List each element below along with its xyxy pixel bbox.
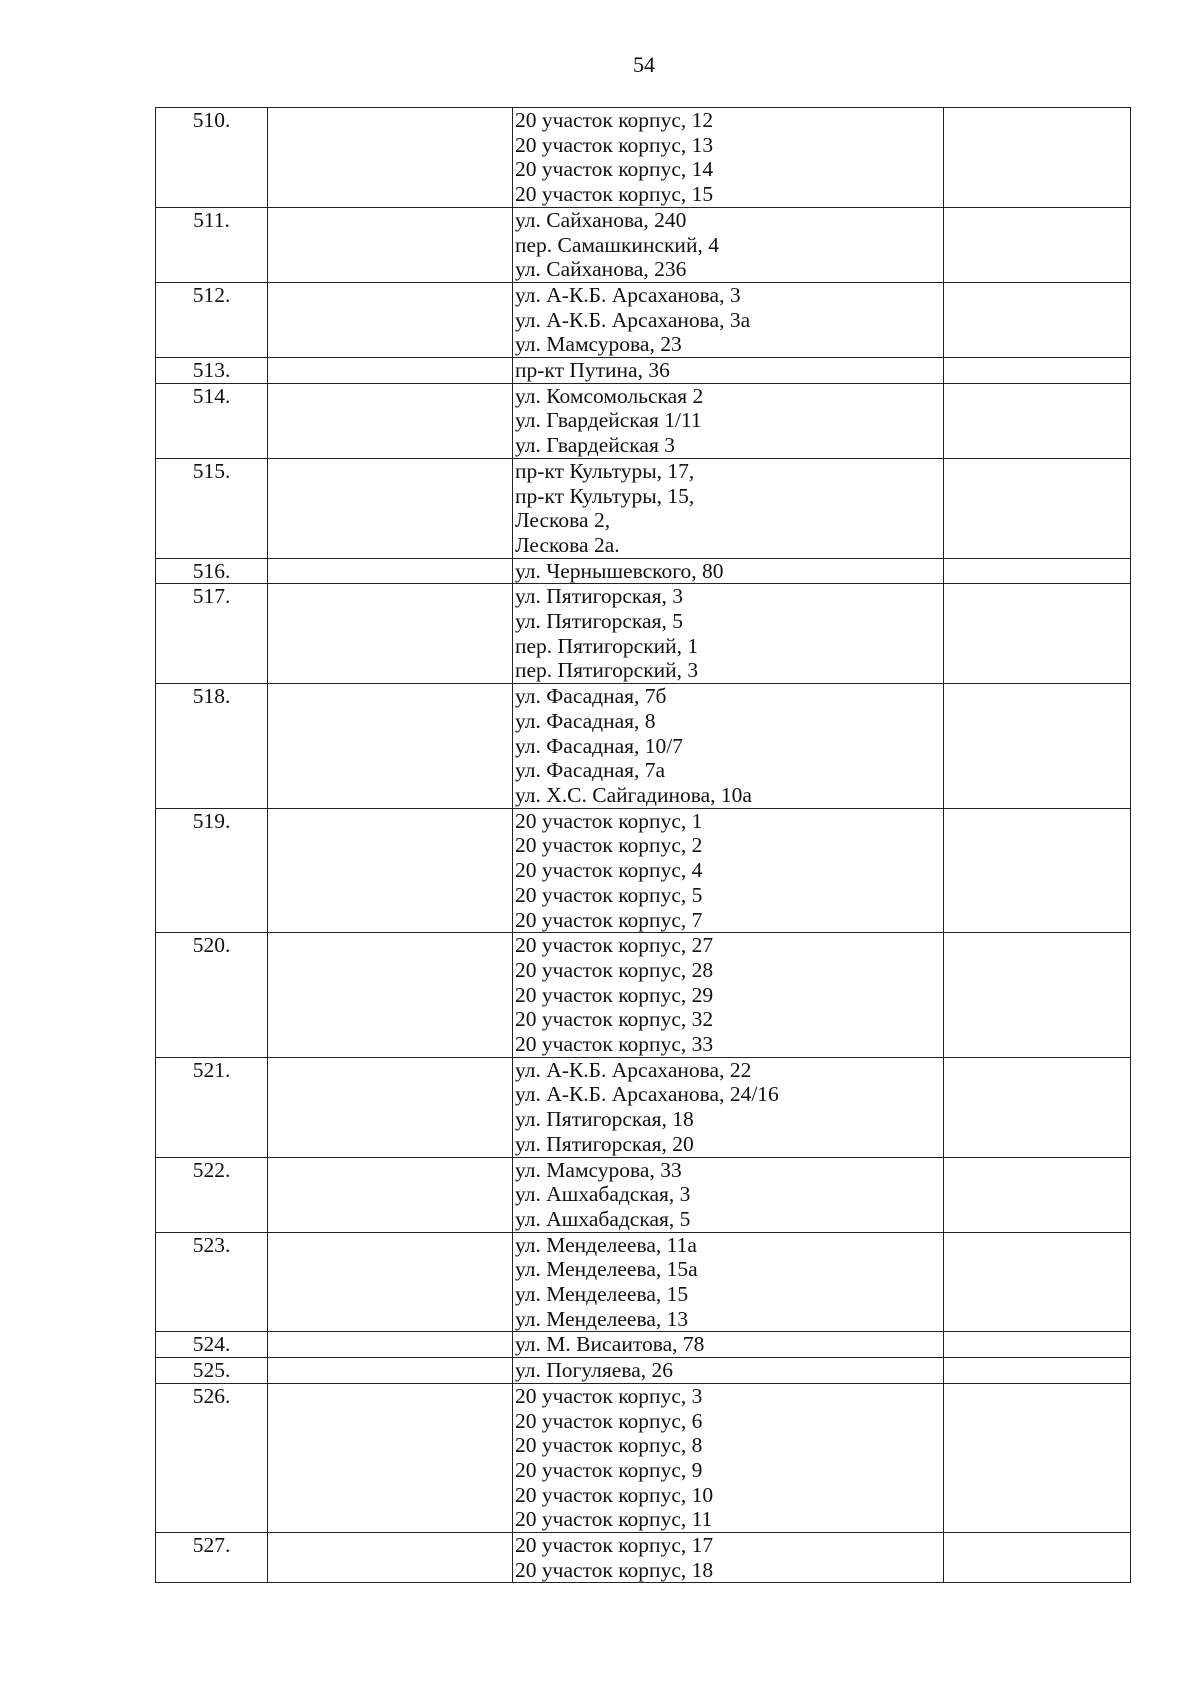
- row-number: 521.: [156, 1057, 268, 1157]
- address-line: ул. Ашхабадская, 5: [515, 1206, 691, 1231]
- table-row: [156, 1383, 1131, 1532]
- table-row: [156, 584, 1131, 684]
- station-cell: [268, 684, 513, 809]
- table-row: [156, 1533, 1131, 1583]
- notes-cell: [944, 282, 1131, 357]
- station-cell: [268, 108, 513, 208]
- table-row: [156, 458, 1131, 558]
- notes-cell: [944, 1157, 1131, 1232]
- address-line: ул. Сайханова, 236: [515, 257, 687, 282]
- address-line: пр-кт Культуры, 15,: [515, 483, 695, 508]
- address-line: 20 участок корпус, 11: [515, 1507, 713, 1532]
- address-line: ул. Пятигорская, 18: [515, 1107, 694, 1132]
- address-line: ул. М. Висаитова, 78: [515, 1332, 705, 1357]
- row-number: 527.: [156, 1533, 268, 1583]
- address-line: ул. Менделеева, 13: [515, 1306, 689, 1331]
- notes-cell: [944, 383, 1131, 458]
- row-number: 516.: [156, 558, 268, 584]
- address-line: ул. А-К.Б. Арсаханова, 24/16: [515, 1082, 779, 1107]
- notes-cell: [944, 808, 1131, 933]
- table-row: [156, 1358, 1131, 1384]
- address-line: ул. Фасадная, 7б: [515, 684, 667, 709]
- station-cell: [268, 1533, 513, 1583]
- row-number: 526.: [156, 1383, 268, 1532]
- table-row: [156, 108, 1131, 208]
- address-line: 20 участок корпус, 32: [515, 1007, 714, 1032]
- address-line: 20 участок корпус, 8: [515, 1433, 703, 1458]
- notes-cell: [944, 933, 1131, 1058]
- address-line: 20 участок корпус, 12: [515, 108, 714, 132]
- address-cell: [513, 1232, 944, 1332]
- address-line: 20 участок корпус, 17: [515, 1533, 714, 1558]
- address-line: ул. Менделеева, 11а: [515, 1232, 697, 1257]
- address-line: ул. А-К.Б. Арсаханова, 3: [515, 282, 741, 307]
- table-row: [156, 933, 1131, 1058]
- table-row: [156, 1332, 1131, 1358]
- station-cell: [268, 358, 513, 384]
- address-line: пер. Самашкинский, 4: [515, 232, 719, 257]
- address-line: ул. Фасадная, 8: [515, 708, 656, 733]
- address-line: ул. Погуляева, 26: [515, 1358, 674, 1383]
- address-line: ул. Х.С. Сайгадинова, 10а: [515, 782, 752, 807]
- notes-cell: [944, 1332, 1131, 1358]
- table-row: [156, 808, 1131, 933]
- row-number: 524.: [156, 1332, 268, 1358]
- address-cell: [513, 584, 944, 684]
- notes-cell: [944, 458, 1131, 558]
- address-table: [155, 107, 1131, 1583]
- station-cell: [268, 1383, 513, 1532]
- address-line: 20 участок корпус, 29: [515, 982, 714, 1007]
- station-cell: [268, 207, 513, 282]
- notes-cell: [944, 108, 1131, 208]
- row-number: 510.: [156, 108, 268, 208]
- row-number: 520.: [156, 933, 268, 1058]
- address-line: пр-кт Путина, 36: [515, 358, 670, 383]
- address-line: 20 участок корпус, 6: [515, 1408, 703, 1433]
- address-cell: [513, 458, 944, 558]
- row-number: 511.: [156, 207, 268, 282]
- address-line: пер. Пятигорский, 1: [515, 633, 699, 658]
- address-line: Лескова 2а.: [515, 532, 620, 557]
- notes-cell: [944, 584, 1131, 684]
- address-line: 20 участок корпус, 13: [515, 132, 714, 157]
- address-line: ул. Пятигорская, 20: [515, 1131, 694, 1156]
- address-line: ул. Фасадная, 7а: [515, 758, 666, 783]
- station-cell: [268, 558, 513, 584]
- station-cell: [268, 933, 513, 1058]
- table-row: [156, 207, 1131, 282]
- station-cell: [268, 383, 513, 458]
- row-number: 525.: [156, 1358, 268, 1384]
- address-cell: [513, 684, 944, 809]
- station-cell: [268, 1358, 513, 1384]
- address-line: 20 участок корпус, 7: [515, 907, 703, 932]
- page-number: 54: [633, 52, 655, 77]
- address-line: 20 участок корпус, 10: [515, 1482, 714, 1507]
- station-cell: [268, 584, 513, 684]
- address-line: пер. Пятигорский, 3: [515, 658, 699, 683]
- address-line: ул. Менделеева, 15: [515, 1282, 689, 1307]
- address-cell: [513, 1157, 944, 1232]
- row-number: 514.: [156, 383, 268, 458]
- row-number: 517.: [156, 584, 268, 684]
- address-cell: [513, 933, 944, 1058]
- address-line: 20 участок корпус, 18: [515, 1557, 714, 1582]
- notes-cell: [944, 1358, 1131, 1384]
- notes-cell: [944, 207, 1131, 282]
- address-line: ул. Сайханова, 240: [515, 207, 687, 232]
- table-row: [156, 1057, 1131, 1157]
- table-row: [156, 1157, 1131, 1232]
- address-line: ул. Ашхабадская, 3: [515, 1182, 691, 1207]
- notes-cell: [944, 1057, 1131, 1157]
- address-line: ул. А-К.Б. Арсаханова, 3а: [515, 307, 751, 332]
- address-line: 20 участок корпус, 27: [515, 933, 714, 958]
- row-number: 522.: [156, 1157, 268, 1232]
- notes-cell: [944, 684, 1131, 809]
- address-line: 20 участок корпус, 15: [515, 182, 714, 207]
- address-line: ул. Менделеева, 15а: [515, 1257, 698, 1282]
- notes-cell: [944, 1383, 1131, 1532]
- address-line: 20 участок корпус, 4: [515, 858, 703, 883]
- row-number: 518.: [156, 684, 268, 809]
- address-cell: [513, 1358, 944, 1384]
- row-number: 512.: [156, 282, 268, 357]
- address-line: 20 участок корпус, 14: [515, 157, 714, 182]
- station-cell: [268, 1232, 513, 1332]
- address-line: ул. Гвардейская 1/11: [515, 408, 702, 433]
- address-line: 20 участок корпус, 5: [515, 882, 703, 907]
- address-line: ул. Чернышевского, 80: [515, 558, 724, 583]
- address-cell: [513, 808, 944, 933]
- address-cell: [513, 207, 944, 282]
- notes-cell: [944, 1533, 1131, 1583]
- address-cell: [513, 558, 944, 584]
- station-cell: [268, 282, 513, 357]
- address-line: ул. А-К.Б. Арсаханова, 22: [515, 1057, 752, 1082]
- address-line: 20 участок корпус, 33: [515, 1032, 714, 1057]
- table-row: [156, 383, 1131, 458]
- address-cell: [513, 108, 944, 208]
- address-line: Лескова 2,: [515, 508, 611, 533]
- table-row: [156, 684, 1131, 809]
- address-table-body: [156, 108, 1131, 1583]
- address-line: ул. Мамсурова, 33: [515, 1157, 682, 1182]
- address-line: ул. Фасадная, 10/7: [515, 733, 684, 758]
- address-cell: [513, 383, 944, 458]
- address-cell: [513, 358, 944, 384]
- station-cell: [268, 1332, 513, 1358]
- table-row: [156, 282, 1131, 357]
- row-number: 515.: [156, 458, 268, 558]
- address-line: ул. Пятигорская, 5: [515, 609, 683, 634]
- address-line: ул. Мамсурова, 23: [515, 332, 682, 357]
- notes-cell: [944, 1232, 1131, 1332]
- address-line: 20 участок корпус, 1: [515, 808, 703, 833]
- notes-cell: [944, 558, 1131, 584]
- row-number: 513.: [156, 358, 268, 384]
- address-line: 20 участок корпус, 28: [515, 957, 714, 982]
- table-row: [156, 1232, 1131, 1332]
- station-cell: [268, 1057, 513, 1157]
- address-line: пр-кт Культуры, 17,: [515, 458, 695, 483]
- table-row: [156, 558, 1131, 584]
- address-cell: [513, 282, 944, 357]
- station-cell: [268, 1157, 513, 1232]
- address-line: 20 участок корпус, 9: [515, 1457, 703, 1482]
- station-cell: [268, 808, 513, 933]
- row-number: 523.: [156, 1232, 268, 1332]
- table-row: [156, 358, 1131, 384]
- station-cell: [268, 458, 513, 558]
- address-cell: [513, 1533, 944, 1583]
- address-line: ул. Комсомольская 2: [515, 383, 704, 408]
- notes-cell: [944, 358, 1131, 384]
- address-cell: [513, 1383, 944, 1532]
- address-line: ул. Гвардейская 3: [515, 433, 675, 458]
- address-line: 20 участок корпус, 2: [515, 833, 703, 858]
- address-line: ул. Пятигорская, 3: [515, 584, 683, 609]
- address-cell: [513, 1332, 944, 1358]
- address-cell: [513, 1057, 944, 1157]
- row-number: 519.: [156, 808, 268, 933]
- address-line: 20 участок корпус, 3: [515, 1383, 703, 1408]
